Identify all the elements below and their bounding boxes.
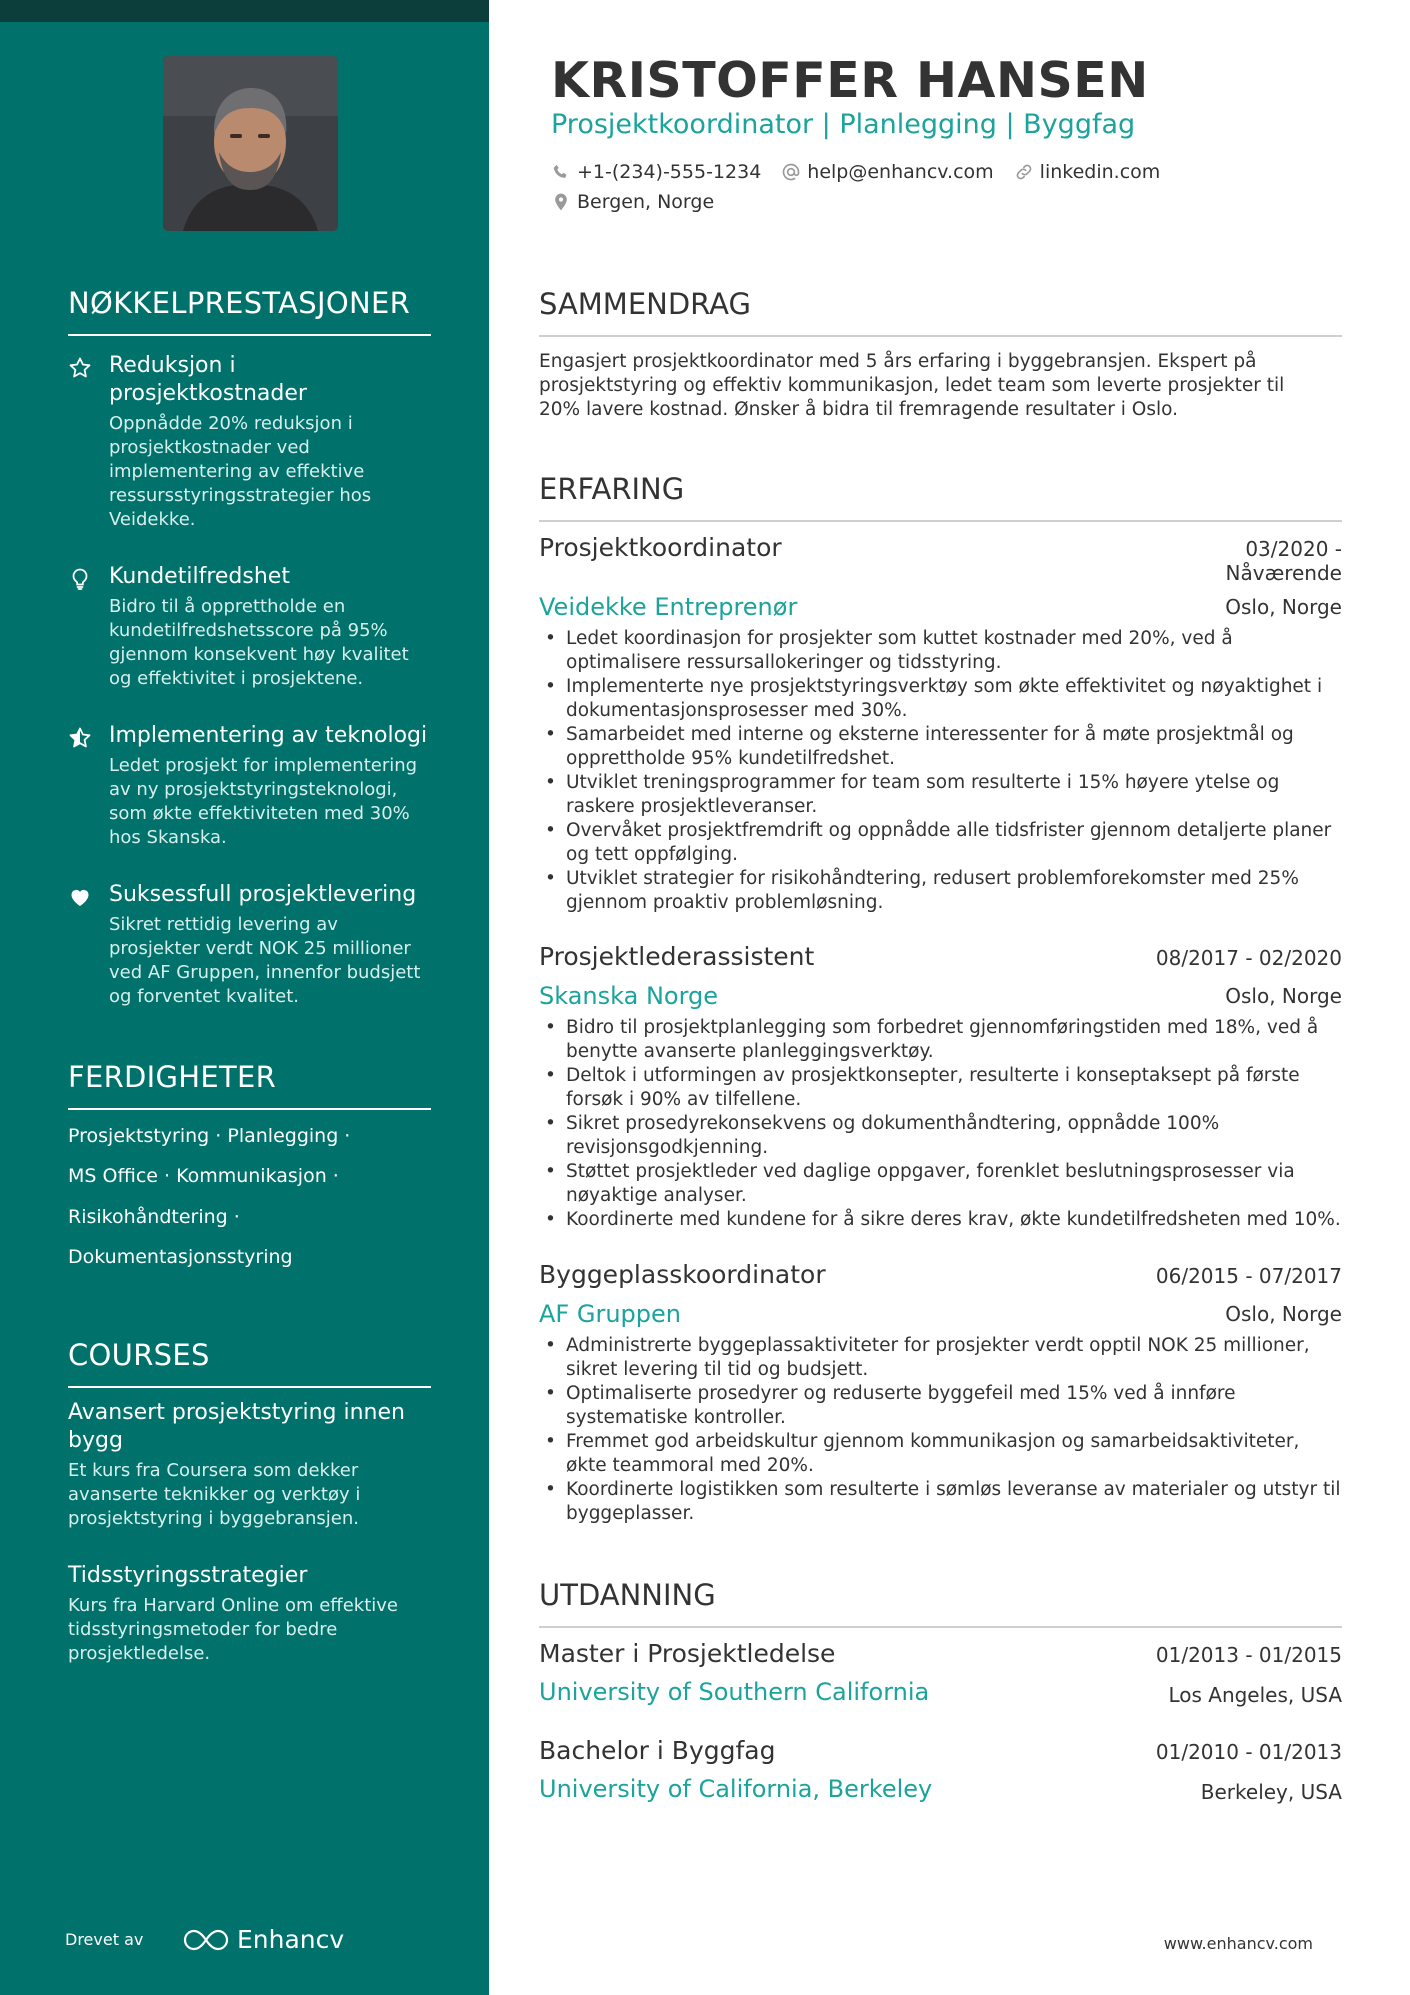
- bullet-item: • Overvåket prosjektfremdrift og oppnådde alle tidsfrister gjennom detaljerte planer og tett oppfølging.: [539, 819, 1342, 867]
- bullet-item: • Bidro til prosjektplanlegging som forbedret gjennomføringstiden med 18%, ved å benytte avanserte planleggingsverktøy.: [539, 1016, 1342, 1064]
- job-entry: [539, 1260, 1342, 1526]
- linkedin-text: linkedin.com: [1039, 161, 1161, 183]
- achievement-title: Implementering av teknologi: [109, 723, 428, 748]
- candidate-headline: Prosjektkoordinator | Planlegging | Byggfag: [551, 109, 1136, 140]
- job-company: Veidekke Entreprenør: [539, 593, 798, 621]
- lightbulb-icon: [68, 567, 92, 591]
- job-location: Oslo, Norge: [1225, 984, 1342, 1008]
- enhancv-logo-text: Enhancv: [237, 1925, 345, 1954]
- achievement-desc: Bidro til å opprettholde en kundetilfredshetsscore på 95% gjennom konsekvent høy kvalitet og effektivitet i prosjektene.: [109, 596, 409, 689]
- course-desc: Et kurs fra Coursera som dekker avanserte teknikker og verktøy i prosjektstyring i byggebransjen.: [68, 1460, 361, 1529]
- achievement-item: [68, 722, 431, 850]
- job-date-start: 03/2020 -: [1245, 537, 1342, 561]
- bullet-item: • Fremmet god arbeidskultur gjennom kommunikasjon og samarbeidsaktiviteter, økte teammoral med 20%.: [539, 1430, 1342, 1478]
- location-pin-icon: [551, 192, 571, 212]
- bullet-item: • Optimaliserte prosedyrer og reduserte byggefeil med 15% ved å innføre systematiske kontroller.: [539, 1382, 1342, 1430]
- job-date: 06/2015 - 07/2017: [1155, 1264, 1342, 1288]
- skill-line: Prosjektstyring · Planlegging ·: [68, 1125, 351, 1147]
- summary-text: Engasjert prosjektkoordinator med 5 års erfaring i byggebransjen. Ekspert på prosjektstyring og effektiv kommunikasjon, ledet team som leverte prosjekter til 20% lavere kostnad. Ønsker å bidra til fremragende resultater i Oslo.: [539, 351, 1285, 420]
- bullet-item: • Deltok i utformingen av prosjektkonsepter, resulterte i konseptaksept på første forsøk i 90% av tilfellene.: [539, 1064, 1342, 1112]
- contact-row: [551, 191, 714, 213]
- achievement-desc: Oppnådde 20% reduksjon i prosjektkostnader ved implementering av effektive ressursstyringsstrategier hos Veidekke.: [109, 413, 372, 530]
- achievement-title: Reduksjon i prosjektkostnader: [109, 353, 307, 406]
- school-name: University of Southern California: [539, 1678, 930, 1706]
- job-bullets: [539, 1334, 1342, 1526]
- linkedin-contact[interactable]: [1014, 161, 1161, 183]
- skill-line: Dokumentasjonsstyring: [68, 1246, 293, 1268]
- job-date: 08/2017 - 02/2020: [1155, 946, 1342, 970]
- school-location: Berkeley, USA: [1200, 1780, 1342, 1804]
- summary-title: SAMMENDRAG: [539, 287, 1342, 337]
- degree-title: Bachelor i Byggfag: [539, 1736, 776, 1765]
- job-entry: [539, 533, 1342, 915]
- job-bullets: [539, 1016, 1342, 1232]
- achievement-item: [68, 881, 431, 1009]
- email-contact[interactable]: [781, 161, 993, 183]
- phone-icon: [551, 162, 571, 182]
- school-location: Los Angeles, USA: [1168, 1683, 1342, 1707]
- bullet-item: • Sikret prosedyrekonsekvens og dokumenthåndtering, oppnådde 100% revisjonsgodkjenning.: [539, 1112, 1342, 1160]
- bullet-item: • Støttet prosjektleder ved daglige oppgaver, forenklet beslutningsprosesser via nøyaktige analyser.: [539, 1160, 1342, 1208]
- footer-website[interactable]: www.enhancv.com: [1163, 1934, 1313, 1953]
- achievement-item: [68, 563, 431, 691]
- bullet-item: • Samarbeidet med interne og eksterne interessenter for å møte prosjektmål og opprettholde 95% kundetilfredshet.: [539, 723, 1342, 771]
- candidate-name: KRISTOFFER HANSEN: [551, 52, 1149, 109]
- job-location: Oslo, Norge: [1225, 1302, 1342, 1326]
- phone-text: +1-(234)-555-1234: [577, 161, 762, 183]
- course-title: Tidsstyringsstrategier: [68, 1563, 308, 1588]
- achievement-desc: Ledet prosjekt for implementering av ny prosjektstyringsteknologi, som økte effektiviteten med 30% hos Skanska.: [109, 755, 418, 848]
- skills-section: [68, 1060, 431, 1110]
- job-company: AF Gruppen: [539, 1300, 681, 1328]
- heart-icon: [68, 885, 92, 909]
- bullet-item: • Koordinerte logistikken som resulterte i sømløs leveranse av materialer og utstyr til byggeplasser.: [539, 1478, 1342, 1526]
- courses-title: COURSES: [68, 1338, 431, 1388]
- achievement-item: [68, 352, 431, 532]
- course-title: Avansert prosjektstyring innen bygg: [68, 1400, 405, 1453]
- job-title: Byggeplasskoordinator: [539, 1260, 826, 1289]
- skill-line: Risikohåndtering ·: [68, 1206, 240, 1228]
- degree-date: 01/2013 - 01/2015: [1155, 1643, 1342, 1667]
- achievements-section: [68, 286, 431, 336]
- bullet-item: • Utviklet strategier for risikohåndtering, redusert problemforekomster med 25% gjennom proaktiv problemløsning.: [539, 867, 1342, 915]
- star-outline-icon: [68, 356, 92, 380]
- link-icon: [1014, 162, 1034, 182]
- job-company: Skanska Norge: [539, 982, 719, 1010]
- course-item: [68, 1562, 431, 1666]
- job-location: Oslo, Norge: [1225, 595, 1342, 619]
- skill-line: MS Office · Kommunikasjon ·: [68, 1165, 339, 1187]
- achievement-desc: Sikret rettidig levering av prosjekter verdt NOK 25 millioner ved AF Gruppen, innenfor budsjett og forventet kvalitet.: [109, 914, 421, 1007]
- location-contact: [551, 191, 714, 213]
- job-entry: [539, 942, 1342, 1232]
- course-item: [68, 1399, 431, 1531]
- job-date: [1226, 537, 1342, 585]
- powered-by-label: Drevet av: [65, 1930, 144, 1949]
- achievements-title: NØKKELPRESTASJONER: [68, 286, 431, 336]
- job-title: Prosjektkoordinator: [539, 533, 782, 562]
- achievement-title: Suksessfull prosjektlevering: [109, 882, 417, 907]
- courses-section: [68, 1338, 431, 1388]
- job-date-end: Nåværende: [1225, 561, 1342, 585]
- email-text: help@enhancv.com: [807, 161, 994, 183]
- bullet-item: • Ledet koordinasjon for prosjekter som kuttet kostnader med 20%, ved å optimalisere ressursallokeringer og tidsstyring.: [539, 627, 1342, 675]
- job-bullets: [539, 627, 1342, 915]
- enhancv-logo-icon: [183, 1928, 229, 1952]
- job-title: Prosjektlederassistent: [539, 942, 815, 971]
- bullet-item: • Administrerte byggeplassaktiviteter for prosjekter verdt opptil NOK 25 millioner, sikret levering til tid og budsjett.: [539, 1334, 1342, 1382]
- degree-title: Master i Prosjektledelse: [539, 1639, 836, 1668]
- sidebar-top-bar: [0, 0, 489, 22]
- education-title: UTDANNING: [539, 1578, 1342, 1628]
- school-name: University of California, Berkeley: [539, 1775, 933, 1803]
- bullet-item: • Utviklet treningsprogrammer for team som resulterte i 15% høyere ytelse og raskere prosjektleveranser.: [539, 771, 1342, 819]
- location-text: Bergen, Norge: [577, 191, 715, 213]
- course-desc: Kurs fra Harvard Online om effektive tidsstyringsmetoder for bedre prosjektledelse.: [68, 1595, 398, 1664]
- enhancv-logo[interactable]: [183, 1925, 344, 1954]
- at-icon: [781, 162, 801, 182]
- education-entry: [539, 1639, 1342, 1706]
- achievement-title: Kundetilfredshet: [109, 564, 290, 589]
- star-half-icon: [68, 726, 92, 750]
- education-entry: [539, 1736, 1342, 1803]
- bullet-item: • Implementerte nye prosjektstyringsverktøy som økte effektivitet og nøyaktighet i dokumentasjonsprosesser med 30%.: [539, 675, 1342, 723]
- profile-photo: [163, 56, 338, 231]
- phone-contact[interactable]: [551, 161, 761, 183]
- skills-list: [68, 1124, 431, 1284]
- bullet-item: • Koordinerte med kundene for å sikre deres krav, økte kundetilfredsheten med 10%.: [539, 1208, 1342, 1232]
- sidebar: [0, 0, 489, 1995]
- contact-row: [551, 161, 1160, 183]
- degree-date: 01/2010 - 01/2013: [1155, 1740, 1342, 1764]
- experience-title: ERFARING: [539, 472, 1342, 522]
- skills-title: FERDIGHETER: [68, 1060, 431, 1110]
